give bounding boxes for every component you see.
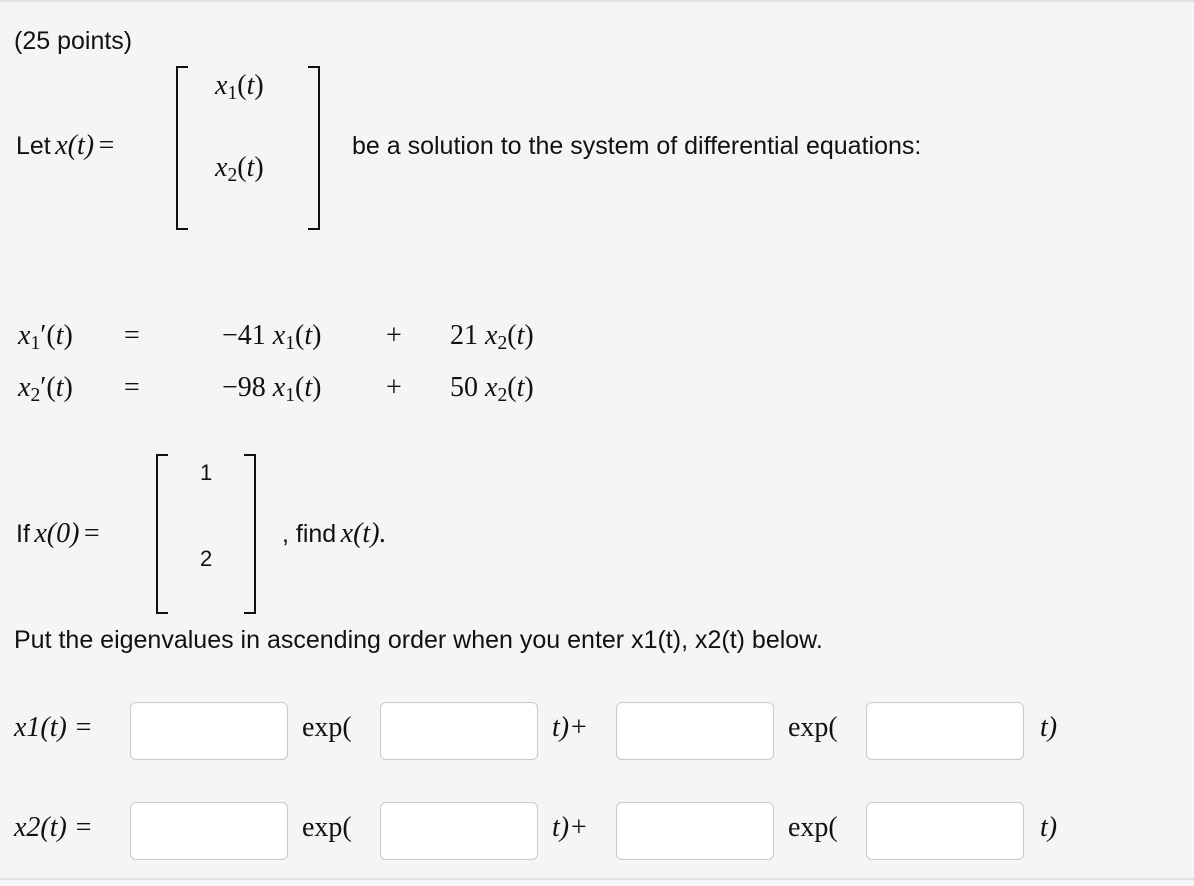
row-1-mid-text: t)+: [552, 712, 588, 743]
x1-eigenvalue-1-input[interactable]: [380, 702, 538, 760]
let-statement: [16, 130, 114, 162]
find-text: , find: [282, 520, 337, 548]
row-1-exp-open-2: exp(: [788, 712, 838, 743]
x2-coefficient-1-input[interactable]: [130, 802, 288, 860]
eq1-term1: −41 $x_1(t)$: [222, 320, 322, 354]
initial-condition: [16, 518, 100, 550]
vector-entry-2: $x_2(t)$: [215, 152, 264, 186]
initial-bracket-right: [244, 454, 256, 614]
x1-eigenvalue-2-input[interactable]: [866, 702, 1024, 760]
x1-coefficient-2-input[interactable]: [616, 702, 774, 760]
solution-text: be a solution to the system of differential equations:: [352, 132, 922, 160]
initial-bracket-left: [156, 454, 168, 614]
row-1-end-text: t): [1040, 712, 1058, 743]
x2-coefficient-2-input[interactable]: [616, 802, 774, 860]
x0-symbol: x(0): [34, 518, 80, 549]
eq2-lhs: $x_2'(t)$: [18, 372, 73, 406]
instruction-text: Put the eigenvalues in ascending order when you enter x1(t), x2(t) below.: [14, 626, 823, 654]
points-label: (25 points): [14, 27, 133, 55]
find-target: x(t).: [340, 518, 387, 549]
answer-row-2-label: x2(t) =: [14, 812, 93, 843]
matrix-bracket-left: [176, 66, 188, 230]
initial-entry-2: 2: [200, 546, 213, 571]
eq2-term1: −98 $x_1(t)$: [222, 372, 322, 406]
vector-entry-1: $x_1(t)$: [215, 70, 264, 104]
eq1-equals: =: [124, 320, 140, 351]
initial-equals: =: [83, 518, 100, 549]
initial-entry-1: 1: [200, 460, 213, 485]
find-statement: [282, 518, 387, 550]
if-prefix: If: [16, 520, 30, 548]
eq2-term2: 50 $x_2(t)$: [450, 372, 534, 406]
eq2-plus: +: [386, 372, 402, 403]
x-of-t-symbol: x(t): [55, 130, 95, 161]
eq2-equals: =: [124, 372, 140, 403]
row-2-exp-open-2: exp(: [788, 812, 838, 843]
eq1-lhs: $x_1'(t)$: [18, 320, 73, 354]
row-1-exp-open-1: exp(: [302, 712, 352, 743]
row-2-mid-text: t)+: [552, 812, 588, 843]
x1-coefficient-1-input[interactable]: [130, 702, 288, 760]
x2-eigenvalue-1-input[interactable]: [380, 802, 538, 860]
answer-row-1-label: x1(t) =: [14, 712, 93, 743]
row-2-exp-open-1: exp(: [302, 812, 352, 843]
matrix-bracket-right: [308, 66, 320, 230]
eq1-term2: 21 $x_2(t)$: [450, 320, 534, 354]
x2-eigenvalue-2-input[interactable]: [866, 802, 1024, 860]
let-prefix: Let: [16, 132, 51, 160]
row-2-end-text: t): [1040, 812, 1058, 843]
eq1-plus: +: [386, 320, 402, 351]
equals-sign: =: [98, 130, 115, 161]
